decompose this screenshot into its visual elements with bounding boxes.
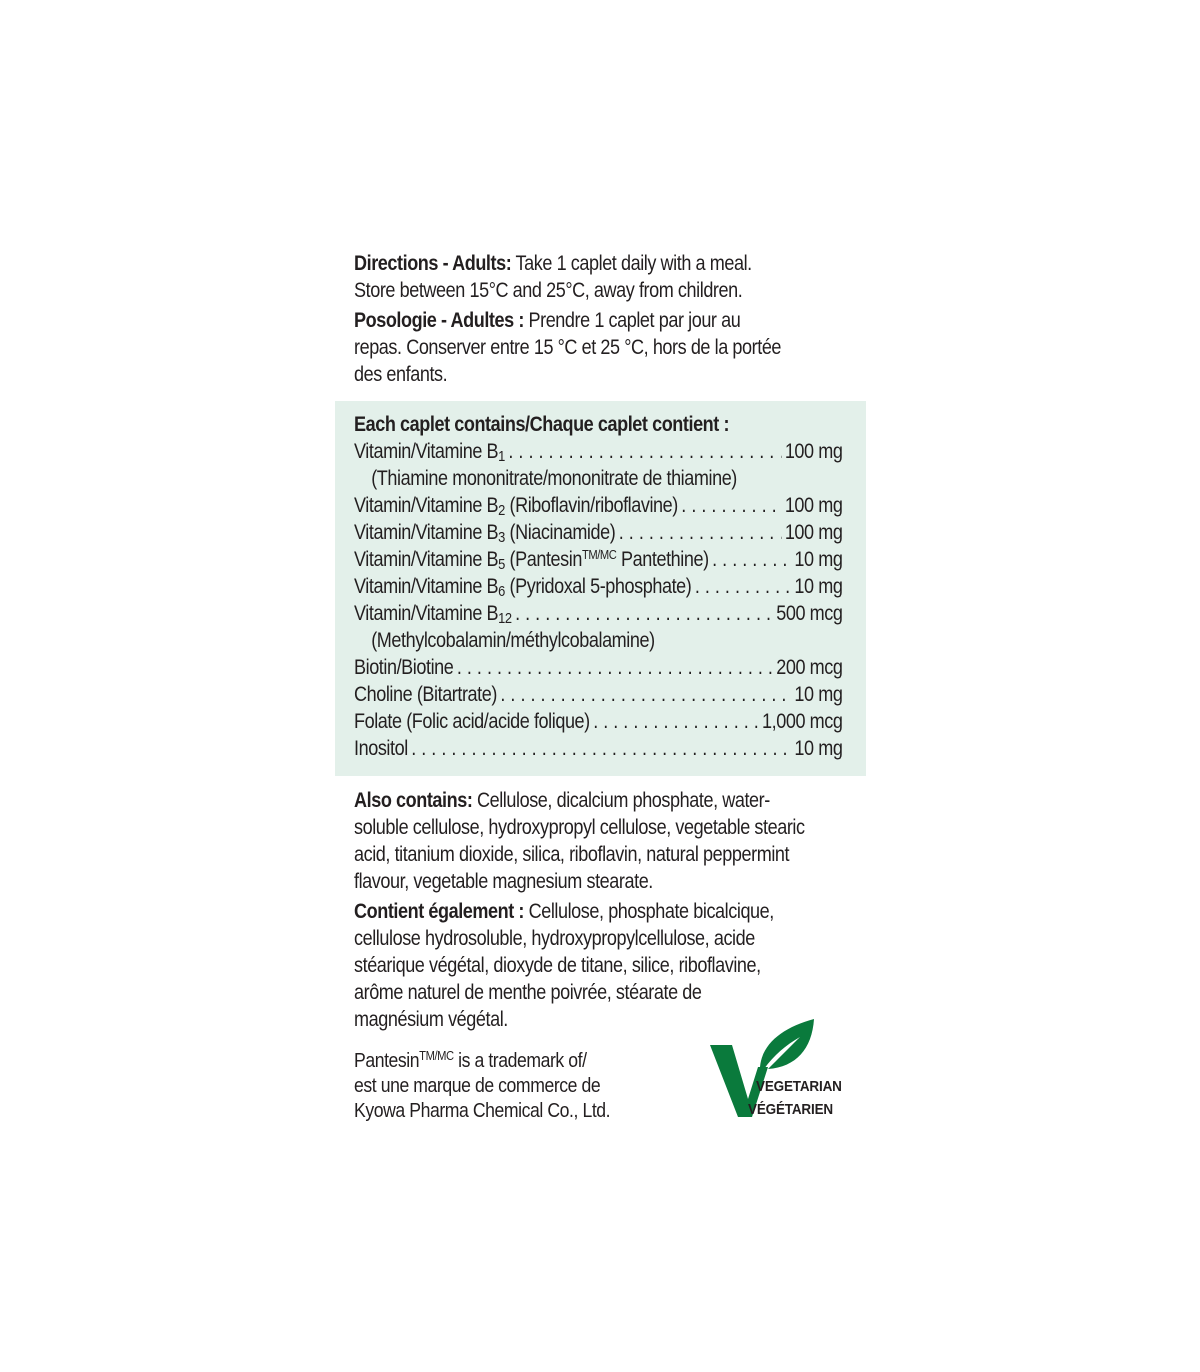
directions-paragraph [354, 250, 844, 304]
ingredient-row: Biotin/Biotine . . . 200 mcg [354, 654, 842, 681]
ingredient-row: Folate (Folic acid/acide folique) . . . 1,000 mcg [354, 708, 842, 735]
ingredient-note: (Methylcobalamin/méthylcobalamine) [371, 629, 655, 652]
ingredient-row: Choline (Bitartrate) . . . 10 mg [354, 681, 842, 708]
ingredient-row: Vitamin/Vitamine $B_6$ (Pyridoxal 5-phosphate) . . . 10 mg [354, 573, 842, 600]
ingredient-row: Vitamin/Vitamine $B_2$ (Riboflavin/riboflavine) . . . 100 mg [354, 492, 842, 519]
also-contains-label: Also contains: [354, 789, 473, 812]
posologie-label: Posologie - Adultes : [354, 309, 524, 332]
trademark-note: Pantesin$^{TM/MC}$ is a trademark of/ est une marque de commerce de Kyowa Pharma Chemical Co., Ltd. [354, 1048, 611, 1122]
vegetarian-label: VEGETARIAN [756, 1078, 842, 1095]
ingredient-row: Vitamin/Vitamine $B_1$ . . . 100 mg [354, 438, 842, 465]
ingredients-heading: Each caplet contains/Chaque caplet contient : [354, 413, 730, 436]
contient-egalement-paragraph: Contient également : Cellulose, phosphate bicalcique, cellulose hydrosoluble, hydroxypropylcellulose, acide stéarique végétal, dioxyde de titane, silice, riboflavine, arôme naturel de menthe poivrée, stéarate de magnésium végétal. [354, 900, 774, 1031]
vegetarian-logo [708, 1015, 848, 1121]
directions-label: Directions - Adults: [354, 252, 512, 275]
posologie-paragraph [354, 307, 844, 388]
posologie-text-3: des enfants. [354, 363, 448, 386]
ingredient-row: Vitamin/Vitamine $B_{12}$ . . . 500 mcg [354, 600, 842, 627]
posologie-text-2: repas. Conserver entre 15 °C et 25 °C, hors de la portée [354, 336, 782, 359]
vegetarien-label: VÉGÉTARIEN [748, 1101, 833, 1118]
directions-text-2: Store between 15°C and 25°C, away from children. [354, 279, 743, 302]
contient-egalement-label: Contient également : [354, 900, 525, 923]
directions-text-1: Take 1 caplet daily with a meal. [511, 252, 752, 275]
ingredient-row: Vitamin/Vitamine $B_5$ (Pantesin$^{TM/MC}$ Pantethine) . . . 10 mg [354, 546, 842, 573]
also-contains-paragraph: Also contains: Cellulose, dicalcium phosphate, water- soluble cellulose, hydroxypropyl cellulose, vegetable stearic acid, titanium dioxide, silica, riboflavin, natural peppermint flavour, vegetable magnesium stearate. [354, 789, 805, 893]
ingredient-row: Vitamin/Vitamine $B_3$ (Niacinamide) . . . 100 mg [354, 519, 842, 546]
ingredient-note: (Thiamine mononitrate/mononitrate de thiamine) [371, 467, 737, 490]
ingredient-row: Inositol . . . 10 mg [354, 735, 842, 762]
posologie-text-1: Prendre 1 caplet par jour au [523, 309, 741, 332]
